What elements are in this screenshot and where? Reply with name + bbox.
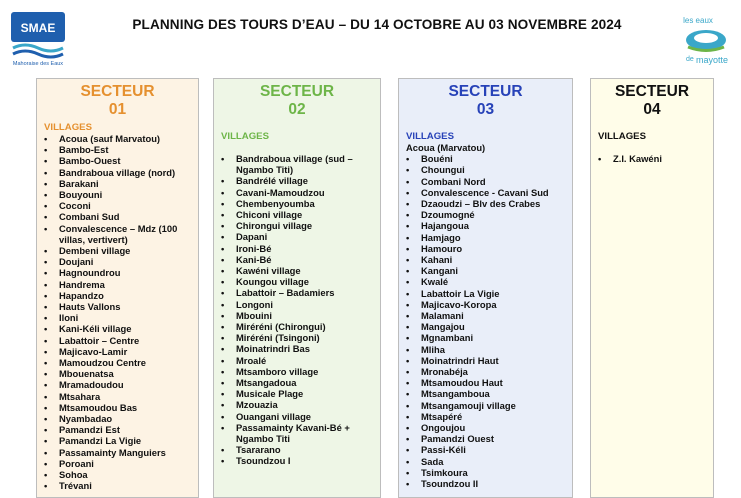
village-item: • Pamandzi Ouest — [399, 433, 572, 444]
village-item: • Passamainty Manguiers — [37, 447, 198, 458]
village-item: • Majicavo-Lamir — [37, 346, 198, 357]
village-item: • Bambo-Ouest — [37, 155, 198, 166]
sector-label: SECTEUR — [448, 83, 523, 100]
sector-03-column — [398, 78, 573, 498]
village-item: • Bambo-Est — [37, 144, 198, 155]
villages-label: VILLAGES — [406, 131, 454, 142]
village-item: • Iloni — [37, 312, 198, 323]
village-item: • Chiconi village — [214, 209, 380, 220]
sector-02-heading — [214, 83, 380, 119]
logo-right-line1: les eaux — [683, 16, 713, 25]
village-item: • Tsoundzou II — [399, 478, 572, 489]
sector-01-village-list — [37, 133, 198, 492]
village-item: • Moinatrindri Bas — [214, 343, 380, 354]
village-item: • Mtsahara — [37, 391, 198, 402]
village-item: • Sohoa — [37, 469, 198, 480]
village-item: • Ironi-Bé — [214, 243, 380, 254]
village-item: • Kangani — [399, 265, 572, 276]
village-item: • Trévani — [37, 480, 198, 491]
villages-label: VILLAGES — [221, 131, 269, 142]
village-item: • Miréréni (Chirongui) — [214, 321, 380, 332]
village-item: • Mbouenatsa — [37, 368, 198, 379]
village-item: • Mgnambani — [399, 332, 572, 343]
village-item: • Barakani — [37, 178, 198, 189]
village-item: • Mronabéja — [399, 366, 572, 377]
village-item: • Choungui — [399, 164, 572, 175]
sector-01-heading — [37, 83, 198, 119]
village-item: • Acoua (sauf Marvatou) — [37, 133, 198, 144]
sector-03-village-list — [399, 153, 572, 489]
smae-logo-tagline: Mahoraise des Eaux — [12, 61, 64, 67]
village-item: • Hapandzo — [37, 290, 198, 301]
village-item: • Poroani — [37, 458, 198, 469]
village-item: • Pamandzi La Vigie — [37, 435, 198, 446]
village-item: • Mzouazia — [214, 399, 380, 410]
sector-03-heading — [399, 83, 572, 119]
village-item: • Kani-Bé — [214, 254, 380, 265]
village-item: • Ouangani village — [214, 411, 380, 422]
village-item: • Majicavo-Koropa — [399, 299, 572, 310]
village-item: • Mtsamoudou Bas — [37, 402, 198, 413]
village-item: • Combani Nord — [399, 176, 572, 187]
sector-03-subheading: Acoua (Marvatou) — [406, 142, 486, 153]
village-item: • Chirongui village — [214, 220, 380, 231]
village-item: • Mroalé — [214, 355, 380, 366]
village-item: • Z.I. Kawéni — [591, 153, 713, 164]
village-item: • Tsimkoura — [399, 467, 572, 478]
village-item: • Mtsangadoua — [214, 377, 380, 388]
village-item: • Mtsangamboua — [399, 388, 572, 399]
village-item: • Coconi — [37, 200, 198, 211]
village-item: • Cavani-Mamoudzou — [214, 187, 380, 198]
village-item: • Mliha — [399, 344, 572, 355]
smae-logo — [11, 12, 65, 68]
village-item: • Malamani — [399, 310, 572, 321]
sector-number: 04 — [643, 101, 661, 118]
village-item: • Hamouro — [399, 243, 572, 254]
village-item: • Dzoumogné — [399, 209, 572, 220]
village-item: • Mangajou — [399, 321, 572, 332]
sector-label: SECTEUR — [614, 83, 690, 100]
village-item: • Tsararano — [214, 444, 380, 455]
sector-label: SECTEUR — [80, 83, 155, 100]
village-item: • Doujani — [37, 256, 198, 267]
village-item: • Koungou village — [214, 276, 380, 287]
village-item: • Dembeni village — [37, 245, 198, 256]
village-item: • Mtsamboro village — [214, 366, 380, 377]
village-item: • Bandraboua village (sud – Ngambo Titi) — [214, 153, 380, 175]
village-item: • Miréréni (Tsingoni) — [214, 332, 380, 343]
village-item: • Moinatrindri Haut — [399, 355, 572, 366]
village-item: • Ongoujou — [399, 422, 572, 433]
village-item: • Passamainty Kavani-Bé + Ngambo Titi — [214, 422, 380, 444]
village-item: • Hagnoundrou — [37, 267, 198, 278]
sector-label: SECTEUR — [259, 83, 335, 100]
village-item: • Mramadoudou — [37, 379, 198, 390]
village-item: • Longoni — [214, 299, 380, 310]
village-item: • Labattoir – Badamiers — [214, 287, 380, 298]
village-item: • Mtsangamouji village — [399, 400, 572, 411]
logo-right-line2: de — [686, 56, 694, 63]
sector-04-village-list — [591, 153, 713, 164]
sector-number: 03 — [476, 101, 495, 118]
village-item: • Handrema — [37, 279, 198, 290]
villages-label: VILLAGES — [44, 122, 92, 133]
sector-number: 02 — [288, 101, 306, 118]
villages-label: VILLAGES — [598, 131, 646, 142]
village-item: • Hauts Vallons — [37, 301, 198, 312]
village-item: • Convalescence - Cavani Sud — [399, 187, 572, 198]
village-item: • Bouéni — [399, 153, 572, 164]
village-item: • Mamoudzou Centre — [37, 357, 198, 368]
village-item: • Kahani — [399, 254, 572, 265]
logo-right-line3: mayotte — [696, 55, 729, 65]
village-item: • Musicale Plage — [214, 388, 380, 399]
village-item: • Chembenyoumba — [214, 198, 380, 209]
village-item: • Labattoir La Vigie — [399, 288, 572, 299]
village-item: • Passi-Kéli — [399, 444, 572, 455]
village-item: • Kawéni village — [214, 265, 380, 276]
village-item: • Combani Sud — [37, 211, 198, 222]
village-item: • Hamjago — [399, 232, 572, 243]
village-item: • Mbouini — [214, 310, 380, 321]
sector-number: 01 — [108, 101, 127, 118]
sector-04-heading — [591, 83, 713, 119]
sector-02-village-list — [214, 153, 380, 467]
village-item: • Bandraboua village (nord) — [37, 167, 198, 178]
village-item: • Tsoundzou I — [214, 455, 380, 466]
village-item: • Mtsamoudou Haut — [399, 377, 572, 388]
sector-04-column — [590, 78, 714, 498]
village-item: • Hajangoua — [399, 220, 572, 231]
village-item: • Nyambadao — [37, 413, 198, 424]
village-item: • Bouyouni — [37, 189, 198, 200]
village-item: • Mtsapéré — [399, 411, 572, 422]
village-item: • Dapani — [214, 231, 380, 242]
village-item: • Convalescence – Mdz (100 villas, vertivert) — [37, 223, 198, 245]
sector-01-column — [36, 78, 199, 498]
sector-02-column — [213, 78, 381, 498]
village-item: • Bandrélé village — [214, 175, 380, 186]
village-item: • Sada — [399, 456, 572, 467]
eaux-de-mayotte-logo — [680, 14, 732, 66]
page-title: PLANNING DES TOURS D’EAU – DU 14 OCTOBRE AU 03 NOVEMBRE 2024 — [132, 17, 622, 32]
village-item: • Kwalé — [399, 276, 572, 287]
smae-logo-text: SMAE — [20, 21, 56, 35]
village-item: • Pamandzi Est — [37, 424, 198, 435]
village-item: • Labattoir – Centre — [37, 335, 198, 346]
village-item: • Dzaoudzi – Blv des Crabes — [399, 198, 572, 209]
village-item: • Kani-Kéli village — [37, 323, 198, 334]
